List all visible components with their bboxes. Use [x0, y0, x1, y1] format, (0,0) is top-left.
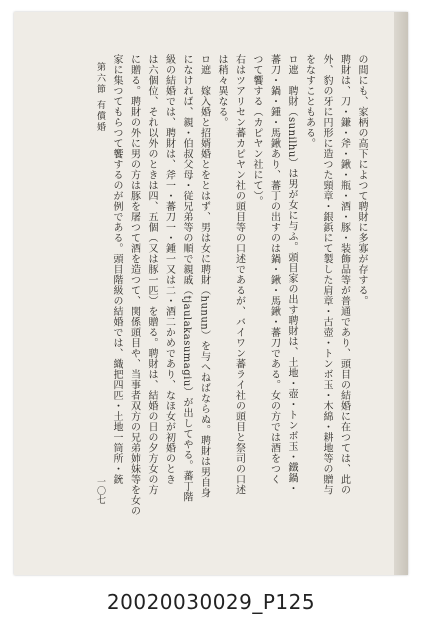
text-line: 外、豹の牙に円形に造つた頸章・銀鋲にて製した肩章・古壺・トンボ玉・木綿・耕地等の贈与 — [321, 54, 332, 495]
text-line: は稍々異なる。 — [216, 54, 227, 128]
text-line: ロ遮 聘財（sunilhu）は男が女に与ふ。頭目家の出す聘財は、土地・壺・トンボ玉・鐵鍋・ — [286, 54, 297, 494]
text-line: に贈る。聘財の外に男の方は豚を屠つて酒を造つて、関係頭目や、当事者双方の兄弟姉妹等を女の — [128, 54, 140, 516]
text-line: は六個位、それ以外のときは四、五個（又は豚一匹）を贈る。聘財は、結婚の日の夕方女の方 — [146, 54, 157, 495]
running-head: 第六節 有償婚 — [95, 62, 105, 133]
text-line: をなすこともある。 — [303, 54, 315, 149]
text-line: 級の結婚では、聘財は、斧一・蕃刀一・鍾一又は二・酒二かめであり、なほ女が初婚のとき — [163, 54, 175, 485]
text-line: 蕃刀・鍋・鍾・馬鍬あり、蕃丁の出すのは鍋・鍬・馬鍬・蕃刀である。女の方では酒をつく — [268, 54, 280, 485]
page-number: 一〇七 — [95, 477, 105, 504]
text-line: 聘財は、刀・鎌・斧・鍬・瓶・酒・豚・装飾品等が普通であり、頭目の結婚に在つては、此の — [338, 54, 350, 495]
text-line: ロ遮 嫁入婚と招婿婚とをとはず、男は女に聘財（hunun）を与へねばならぬ。聘財は男自身 — [198, 54, 210, 499]
text-line: つて饗する（カピヤン社にて）。 — [251, 54, 262, 207]
text-line: の間にも、家柄の高下によつて聘財に多寡が存する。 — [356, 54, 367, 306]
text-line: 家に集つてもらつて饗するのが例である。頭目階級の結婚では、織把四匹・土地一筒所・銃 — [111, 54, 122, 485]
image-caption: 20020030029_P125 — [106, 590, 316, 614]
book-page — [14, 12, 408, 575]
body-text — [108, 54, 371, 524]
text-line: になければ、親・伯叔父母・従兄弟等の順で親戚（tjaulakasumagiu）が出してやる。蕃丁階 — [181, 54, 192, 503]
text-line: 右はツアリセン蕃カピヤン社の頭目等の口述であるが、バイワン蕃ライ社の頭目と祭司の口述 — [233, 54, 245, 495]
page-spine-shadow — [394, 12, 408, 575]
